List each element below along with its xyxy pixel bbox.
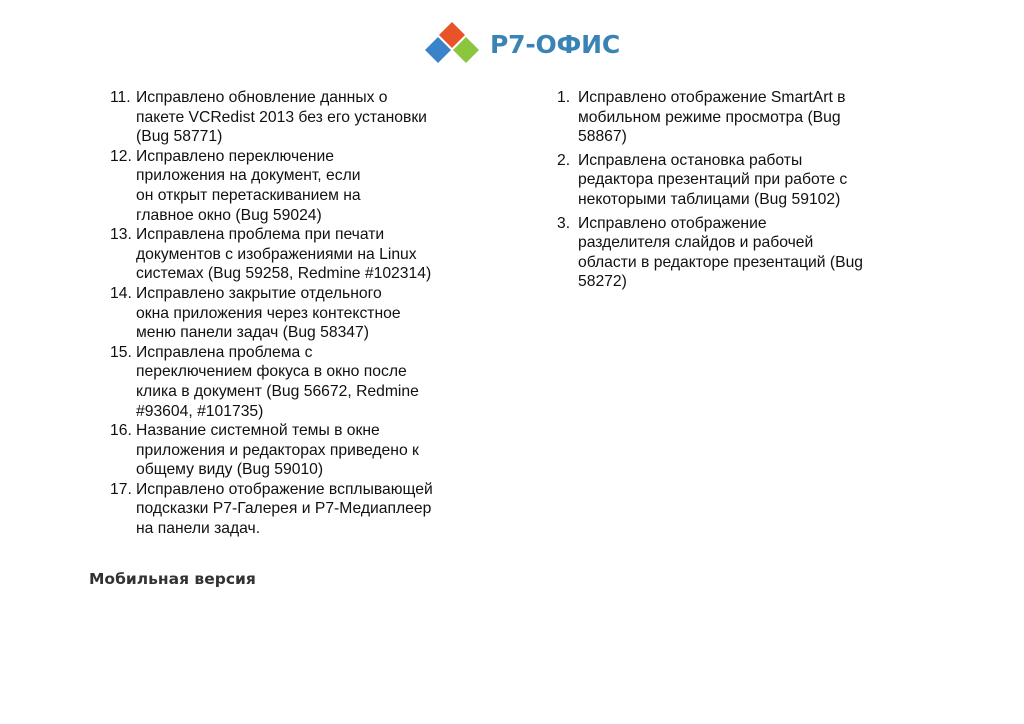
list-item-line: главное окно (Bug 59024) (136, 206, 322, 224)
list-item (557, 151, 917, 210)
list-item-number: 11. (110, 89, 131, 106)
list-item-line: Исправлено переключение (136, 147, 334, 165)
list-item-line: области в редакторе презентаций (Bug (578, 253, 864, 271)
list-item-number: 12. (110, 147, 132, 165)
list-item (110, 343, 500, 421)
list-item (557, 88, 917, 147)
section-heading-mobile: Мобильная версия (89, 570, 256, 588)
list-item-line: переключением фокуса в окно после (136, 363, 407, 381)
list-item-line: 58867) (578, 128, 627, 146)
list-item-text (578, 151, 917, 210)
list-item-line: (Bug 58771) (136, 128, 223, 146)
list-item-number: 15. (110, 343, 132, 361)
list-item-line: подсказки Р7-Галерея и Р7-Медиаплеер (136, 500, 432, 518)
list-item-line: клика в документ (Bug 56672, Redmine (136, 382, 419, 400)
list-item-line: Исправлена остановка работы (578, 151, 803, 169)
list-item-text (136, 225, 500, 284)
list-item-line: Исправлено отображение всплывающей (136, 480, 433, 498)
list-item-line: Исправлено отображение (578, 214, 767, 232)
list-item-line: он открыт перетаскиванием на (136, 186, 361, 204)
list-item-line: системах (Bug 59258, Redmine #102314) (136, 265, 432, 283)
list-item-line: 58272) (578, 273, 627, 291)
list-item-line: мобильном режиме просмотра (Bug (578, 108, 841, 126)
list-item-line: #93604, #101735) (136, 402, 264, 420)
list-item-line: на панели задач. (136, 520, 261, 538)
list-item-line: разделителя слайдов и рабочей (578, 234, 814, 252)
list-item (110, 225, 500, 284)
brand-logo (420, 18, 620, 70)
list-item-line: редактора презентаций при работе с (578, 171, 848, 189)
list-item-line: Исправлена проблема с (136, 343, 313, 361)
list-item-line: пакете VCRedist 2013 без его установки (136, 108, 427, 126)
list-item-text (136, 88, 500, 147)
list-item (110, 88, 500, 147)
list-item-number: 14. (110, 284, 132, 302)
list-item-line: Исправлена проблема при печати (136, 226, 385, 244)
list-item-line: Исправлено обновление данных о (136, 89, 388, 106)
list-item (110, 147, 500, 225)
list-item-text (578, 214, 917, 292)
list-item-text (136, 343, 500, 421)
list-item-line: общему виду (Bug 59010) (136, 461, 324, 479)
list-item-number: 1. (557, 89, 571, 106)
list-item-text (136, 147, 500, 225)
list-item (110, 421, 500, 480)
right-fix-list (557, 88, 917, 296)
list-item-text (136, 480, 500, 539)
list-item-line: окна приложения через контекстное (136, 304, 401, 322)
list-item-line: Название системной темы в окне (136, 422, 380, 440)
left-fix-list (110, 88, 500, 539)
list-item-text (578, 88, 917, 147)
list-item (557, 214, 917, 292)
list-item-line: Исправлено отображение SmartArt в (578, 89, 846, 106)
list-item-text (136, 421, 500, 480)
list-item-number: 3. (557, 214, 571, 232)
logo-diamond-icon (420, 20, 484, 68)
list-item-line: некоторыми таблицами (Bug 59102) (578, 190, 841, 208)
list-item-number: 16. (110, 422, 132, 440)
list-item-line: Исправлено закрытие отдельного (136, 284, 382, 302)
list-item (110, 284, 500, 343)
list-item-line: приложения и редакторах приведено к (136, 441, 419, 459)
list-item-text (136, 284, 500, 343)
list-item-number: 17. (110, 480, 132, 498)
list-item-line: документов с изображениями на Linux (136, 245, 417, 263)
list-item-line: меню панели задач (Bug 58347) (136, 324, 369, 342)
list-item (110, 480, 500, 539)
list-item-line: приложения на документ, если (136, 167, 361, 185)
logo-text: Р7-ОФИС (490, 29, 621, 59)
list-item-number: 13. (110, 226, 132, 244)
list-item-number: 2. (557, 151, 571, 169)
